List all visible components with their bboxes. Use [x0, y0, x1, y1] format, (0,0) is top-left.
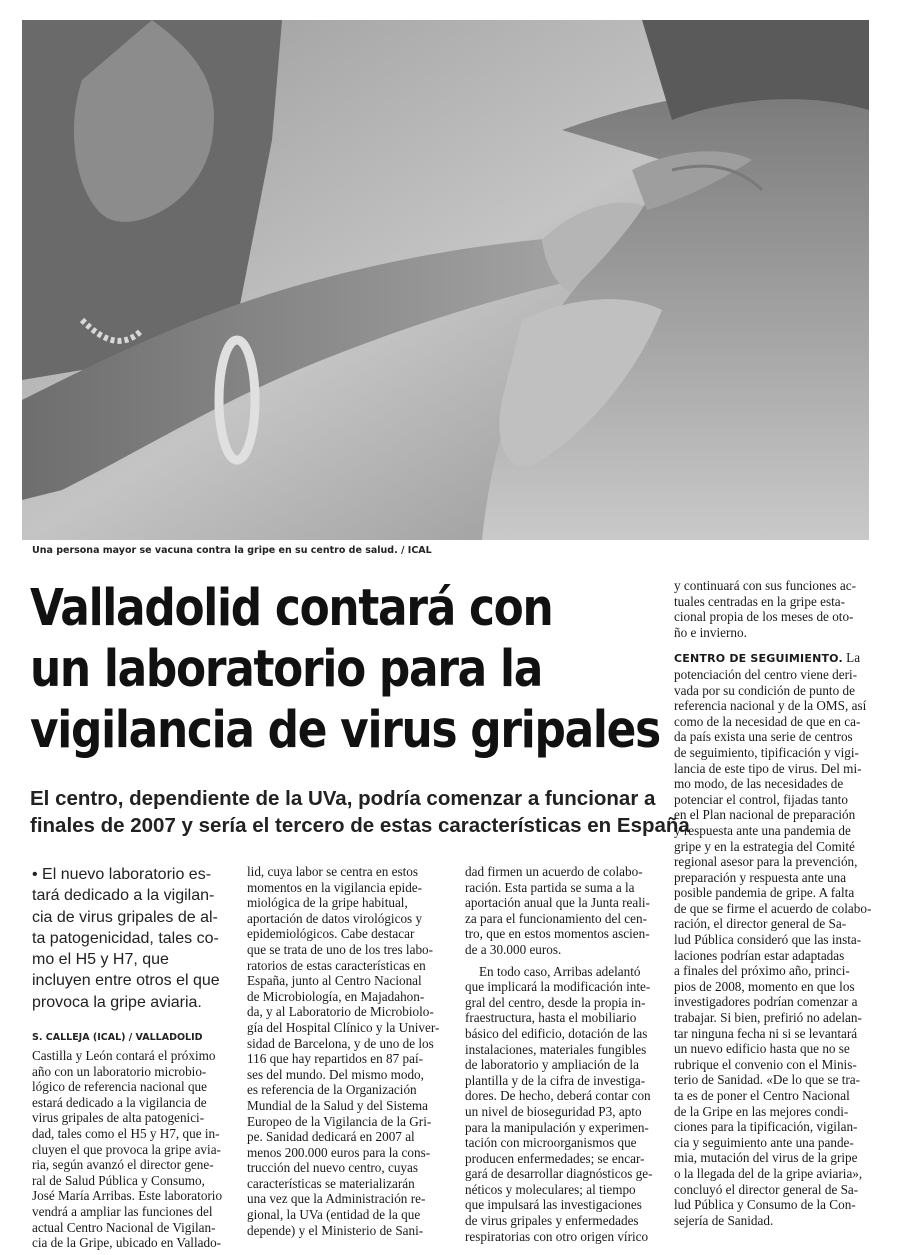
- text-line: momentos en la vigilancia epide-: [247, 879, 423, 895]
- vaccination-photo: [22, 20, 869, 540]
- text-line: a finales del próximo año, princi-: [674, 963, 850, 979]
- text-line: ración. Esta partida se suma a la: [465, 879, 635, 895]
- text-line: trabajar. Si bien, prefirió no adelan-: [674, 1010, 862, 1026]
- text-line: ratorios de estas características en: [247, 957, 426, 973]
- text-line: lógico de referencia nacional que: [32, 1079, 208, 1095]
- section-rubric-line: [674, 650, 879, 667]
- text-line: lid, cuya labor se centra en estos: [247, 864, 419, 879]
- text-line: producen enfermedades; se encar-: [465, 1150, 645, 1166]
- text-line: y continuará con sus funciones ac-: [674, 578, 856, 593]
- intro-summary: [32, 864, 232, 1013]
- text-line: fraestructura, hasta el mobiliario: [465, 1010, 637, 1026]
- text-line: de la Gripe en las mejores condi-: [674, 1103, 849, 1119]
- text-line: actual Centro Nacional de Vigilan-: [32, 1219, 216, 1235]
- text-line: trucción del nuevo centro, cuyas: [247, 1160, 419, 1176]
- column-1: [32, 1048, 242, 1251]
- text-line: potenciación del centro viene deri-: [674, 666, 858, 682]
- text-line: da, y al Laboratorio de Microbiolo-: [247, 1004, 434, 1020]
- text-line: menos 200.000 euros para la cons-: [247, 1144, 431, 1160]
- text-line: sidad de Barcelona, y de uno de los: [247, 1035, 434, 1051]
- text-line: epidemiológicos. Cabe destacar: [247, 926, 415, 942]
- text-line: gral del centro, desde la propia in-: [465, 994, 646, 1010]
- text-line: lud Pública consideró que las insta-: [674, 932, 862, 948]
- intro-line: • El nuevo laboratorio es-: [32, 866, 212, 883]
- text-line: ración, el director general de Sa-: [674, 916, 847, 932]
- text-line: vada por su condición de punto de: [674, 682, 855, 698]
- text-line: de laboratorio y ampliación de la: [465, 1057, 639, 1073]
- text-line: gional, la UVa (entidad de la que: [247, 1207, 421, 1223]
- headline: [30, 578, 660, 761]
- text-line: da país exista una serie de centros: [674, 729, 853, 745]
- intro-line: provoca la gripe aviaria.: [32, 993, 202, 1011]
- text-line: concluyó el director general de Sa-: [674, 1181, 859, 1197]
- text-line: mo modo, de las necesidades de: [674, 776, 844, 792]
- text-line: lancia de este tipo de virus. Del mi-: [674, 760, 862, 776]
- text-line: sejería de Sanidad.: [674, 1212, 774, 1228]
- text-line: néticos y moleculares; al tiempo: [465, 1181, 636, 1197]
- text-line: ria, según avanzó el director gene-: [32, 1157, 214, 1173]
- text-line: de virus gripales y enfermedades: [465, 1213, 639, 1229]
- text-line: mia, mutación del virus de la gripe: [674, 1150, 858, 1166]
- text-line: cluyen el que provoca la gripe avia-: [32, 1141, 221, 1157]
- text-line: año con un laboratorio microbio-: [32, 1063, 207, 1079]
- section-rubric-rest: La: [842, 650, 861, 666]
- text-line: 116 que hay repartidos en 87 paí-: [247, 1051, 424, 1067]
- text-line: ses del mundo. Del mismo modo,: [247, 1066, 424, 1082]
- text-line: o la llegada del de la gripe aviaria»,: [674, 1165, 863, 1181]
- text-line: tación con microorganismos que: [465, 1135, 637, 1151]
- photo-caption: Una persona mayor se vacuna contra la gripe en su centro de salud. / ICAL: [32, 545, 432, 556]
- subtitle: [30, 785, 690, 839]
- text-line: tar ninguna fecha ni si se levantará: [674, 1025, 858, 1041]
- text-line: cia de la Gripe, ubicado en Vallado-: [32, 1235, 222, 1251]
- text-line: laciones podrían estar adaptadas: [674, 947, 845, 963]
- text-line: un nivel de bioseguridad P3, apto: [465, 1103, 642, 1119]
- subtitle-line: finales de 2007 y sería el tercero de estas características en España: [30, 814, 690, 837]
- intro-line: ta patogenicidad, tales co-: [32, 929, 219, 947]
- text-line: plantilla y de la cifra de investiga-: [465, 1072, 646, 1088]
- text-line: un nuevo edificio hasta que no se: [674, 1041, 850, 1057]
- text-line: depende) y el Ministerio de Sani-: [247, 1222, 424, 1238]
- text-line: preparación y respuesta ante una: [674, 869, 847, 885]
- column-4-bottom: [674, 667, 879, 1228]
- intro-line: tará dedicado a la vigilan-: [32, 887, 215, 905]
- text-line: terio de Sanidad. «De lo que se tra-: [674, 1072, 861, 1088]
- text-line: gripe y en la estrategia del Comité: [674, 838, 855, 854]
- text-line: básico del edificio, dotación de las: [465, 1025, 648, 1041]
- intro-line: cia de virus gripales de al-: [32, 908, 218, 926]
- intro-line: incluyen entre otros el que: [32, 972, 220, 990]
- text-line: que impulsará las investigaciones: [465, 1197, 642, 1213]
- intro-line: mo el H5 y H7, que: [32, 951, 169, 969]
- text-line: dad, tales como el H5 y H7, que in-: [32, 1125, 220, 1141]
- text-line: dad firmen un acuerdo de colabo-: [465, 864, 643, 879]
- text-line: gará de desarrollar diagnósticos ge-: [465, 1166, 653, 1182]
- text-line: como de la necesidad de que en ca-: [674, 713, 861, 729]
- text-line: tro, que en estos momentos ascien-: [465, 926, 650, 942]
- text-line: referencia nacional y de la OMS, así: [674, 698, 867, 714]
- text-line: vendrá a ampliar las funciones del: [32, 1203, 213, 1219]
- text-line: y respuesta ante una pandemia de: [674, 822, 851, 838]
- text-line: En todo caso, Arribas adelantó: [479, 963, 641, 979]
- text-line: estará dedicado a la vigilancia de: [32, 1094, 207, 1110]
- text-line: ciones para la tipificación, vigilan-: [674, 1119, 858, 1135]
- text-line: lud Pública y Consumo de la Con-: [674, 1197, 856, 1213]
- column-4: [674, 578, 879, 1228]
- text-line: ño e invierno.: [674, 624, 747, 640]
- text-line: cional propia de los meses de oto-: [674, 609, 854, 625]
- byline: S. CALLEJA (ICAL) / VALLADOLID: [32, 1032, 203, 1043]
- section-rubric: CENTRO DE SEGUIMIENTO.: [674, 652, 843, 666]
- text-line: España, junto al Centro Nacional: [247, 973, 422, 989]
- column-4-top: [674, 578, 879, 640]
- text-line: de Microbiología, en Majadahon-: [247, 988, 425, 1004]
- headline-line: vigilancia de virus gripales: [30, 701, 660, 760]
- text-line: en el Plan nacional de preparación: [674, 807, 856, 823]
- text-line: za para el funcionamiento del cen-: [465, 910, 647, 926]
- text-line: de seguimiento, tipificación y vigi-: [674, 744, 859, 760]
- text-line: rubrique el convenio con el Minis-: [674, 1056, 857, 1072]
- text-line: miológica de la gripe habitual,: [247, 895, 408, 911]
- text-line: cia y seguimiento ante una pande-: [674, 1134, 854, 1150]
- text-line: José María Arribas. Este laboratorio: [32, 1188, 223, 1204]
- text-line: regional asesor para la prevención,: [674, 854, 858, 870]
- text-line: virus gripales de alta patogenici-: [32, 1110, 205, 1126]
- text-line: que implicará la modificación inte-: [465, 979, 651, 995]
- text-line: una vez que la Administración re-: [247, 1191, 426, 1207]
- text-line: ta es de poner el Centro Nacional: [674, 1088, 850, 1103]
- text-line: aportación anual que la Junta reali-: [465, 895, 650, 911]
- column-3: [465, 864, 665, 1244]
- text-line: dores. De hecho, deberá contar con: [465, 1088, 651, 1104]
- text-line: es referencia de la Organización: [247, 1082, 417, 1098]
- text-line: aportación de datos virológicos y: [247, 910, 423, 926]
- text-line: gía del Hospital Clínico y la Univer-: [247, 1019, 440, 1035]
- text-line: ral de Salud Pública y Consumo,: [32, 1172, 205, 1188]
- text-line: características se materializarán: [247, 1175, 415, 1191]
- text-line: de que se firme el acuerdo de colabo-: [674, 900, 872, 916]
- text-line: investigadores podrían comenzar a: [674, 994, 858, 1010]
- headline-line: un laboratorio para la: [30, 640, 543, 699]
- photo-illustration: [22, 20, 869, 540]
- subtitle-line: El centro, dependiente de la UVa, podría comenzar a funcionar a: [30, 787, 656, 810]
- text-line: respiratorias con otro origen vírico: [465, 1228, 649, 1244]
- text-line: posible pandemia de gripe. A falta: [674, 885, 855, 901]
- text-line: pios de 2008, momento en que los: [674, 978, 855, 994]
- text-line: instalaciones, materiales fungibles: [465, 1041, 647, 1057]
- text-line: potenciar el control, fijadas tanto: [674, 791, 848, 807]
- text-line: Mundial de la Salud y del Sistema: [247, 1097, 428, 1113]
- text-line: que se trata de uno de los tres labo-: [247, 941, 434, 957]
- headline-line: Valladolid contará con: [30, 579, 553, 638]
- text-line: de a 30.000 euros.: [465, 941, 562, 957]
- text-line: pe. Sanidad dedicará en 2007 al: [247, 1129, 415, 1145]
- text-line: para la manipulación y experimen-: [465, 1119, 649, 1135]
- text-line: Castilla y León contará el próximo: [32, 1048, 216, 1063]
- text-line: Europeo de la Vigilancia de la Gri-: [247, 1113, 432, 1129]
- text-line: tuales centradas en la gripe esta-: [674, 593, 845, 609]
- column-2: [247, 864, 455, 1238]
